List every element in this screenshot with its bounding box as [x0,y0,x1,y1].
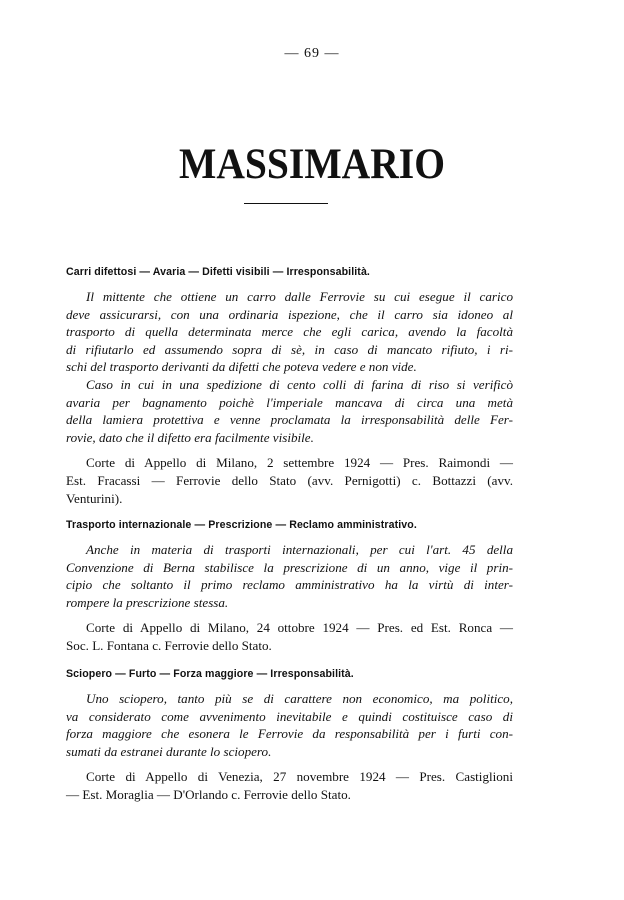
page-number: — 69 — [284,46,340,61]
text-line: Anche in materia di trasporti internazionali, per cui l'art. 45 della [86,542,513,557]
text-line: Venturini). [66,491,123,507]
text-line: schi del trasporto derivanti da difetti che poteva vedere e non vide. [66,359,417,375]
text-line: va considerato come avvenimento inevitabile e quindi costituisce caso di [66,708,513,724]
section-heading: Trasporto internazionale — Prescrizione — Reclamo amministrativo. [66,519,417,531]
section-heading: Sciopero — Furto — Forza maggiore — Irresponsabilità. [66,668,354,680]
text-line: forza maggiore che esonera le Ferrovie da responsabilità per i furti con- [66,726,513,742]
title-underline [244,203,328,204]
maxim-text [66,690,513,760]
court-citation [66,454,513,508]
text-line: sumati da estranei durante lo sciopero. [66,743,272,759]
section-sciopero [66,668,513,804]
text-line: Convenzione di Berna stabilisce la prescrizione di un anno, vige il prin- [66,559,513,575]
court-citation [66,768,513,804]
text-line: rovie, dato che il difetto era facilmente visibile. [66,429,314,445]
text-line: Soc. L. Fontana c. Ferrovie dello Stato. [66,638,272,654]
text-line: Est. Fracassi — Ferrovie dello Stato (avv. Pernigotti) c. Bottazzi (avv. [66,473,513,489]
section-trasporto-internazionale [66,519,513,655]
maxim-text [66,541,513,611]
text-line: cipio che soltanto il primo reclamo amministrativo ha la virtù di inter- [66,577,513,593]
text-line: Il mittente che ottiene un carro dalle Ferrovie su cui esegue il carico [86,289,513,304]
text-line: — Est. Moraglia — D'Orlando c. Ferrovie dello Stato. [66,787,351,803]
text-line: di rifiutarlo ed assumendo sopra di sè, in caso di mancato rifiuto, i ri- [66,341,513,357]
text-line: Corte di Appello di Milano, 24 ottobre 1924 — Pres. ed Est. Ronca — [86,620,513,636]
text-line: Corte di Appello di Venezia, 27 novembre 1924 — Pres. Castiglioni [86,769,513,785]
text-line: Corte di Appello di Milano, 2 settembre 1924 — Pres. Raimondi — [86,455,513,471]
text-line: Caso in cui in una spedizione di cento colli di farina di riso si verificò [86,376,513,392]
text-line: trasporto di quella determinata merce che egli carica, avendo la facoltà [66,324,513,340]
text-line: deve assicurarsi, con una ordinaria ispezione, che il carro sia idoneo al [66,306,513,322]
court-citation [66,619,513,655]
text-line: rompere la prescrizione stessa. [66,594,229,610]
section-heading: Carri difettosi — Avaria — Difetti visibili — Irresponsabilità. [66,266,370,278]
maxim-text [66,288,513,446]
section-carri-difettosi [66,266,513,508]
text-line: della lamiera protettiva e venne proclamata la irresponsabilità delle Fer- [66,412,513,428]
page-title: MASSIMARIO [179,141,445,188]
text-line: avaria per bagnamento poichè l'imperiale mancava di circa una metà [66,394,513,410]
text-line: Uno sciopero, tanto più se di carattere non economico, ma politico, [86,691,513,706]
